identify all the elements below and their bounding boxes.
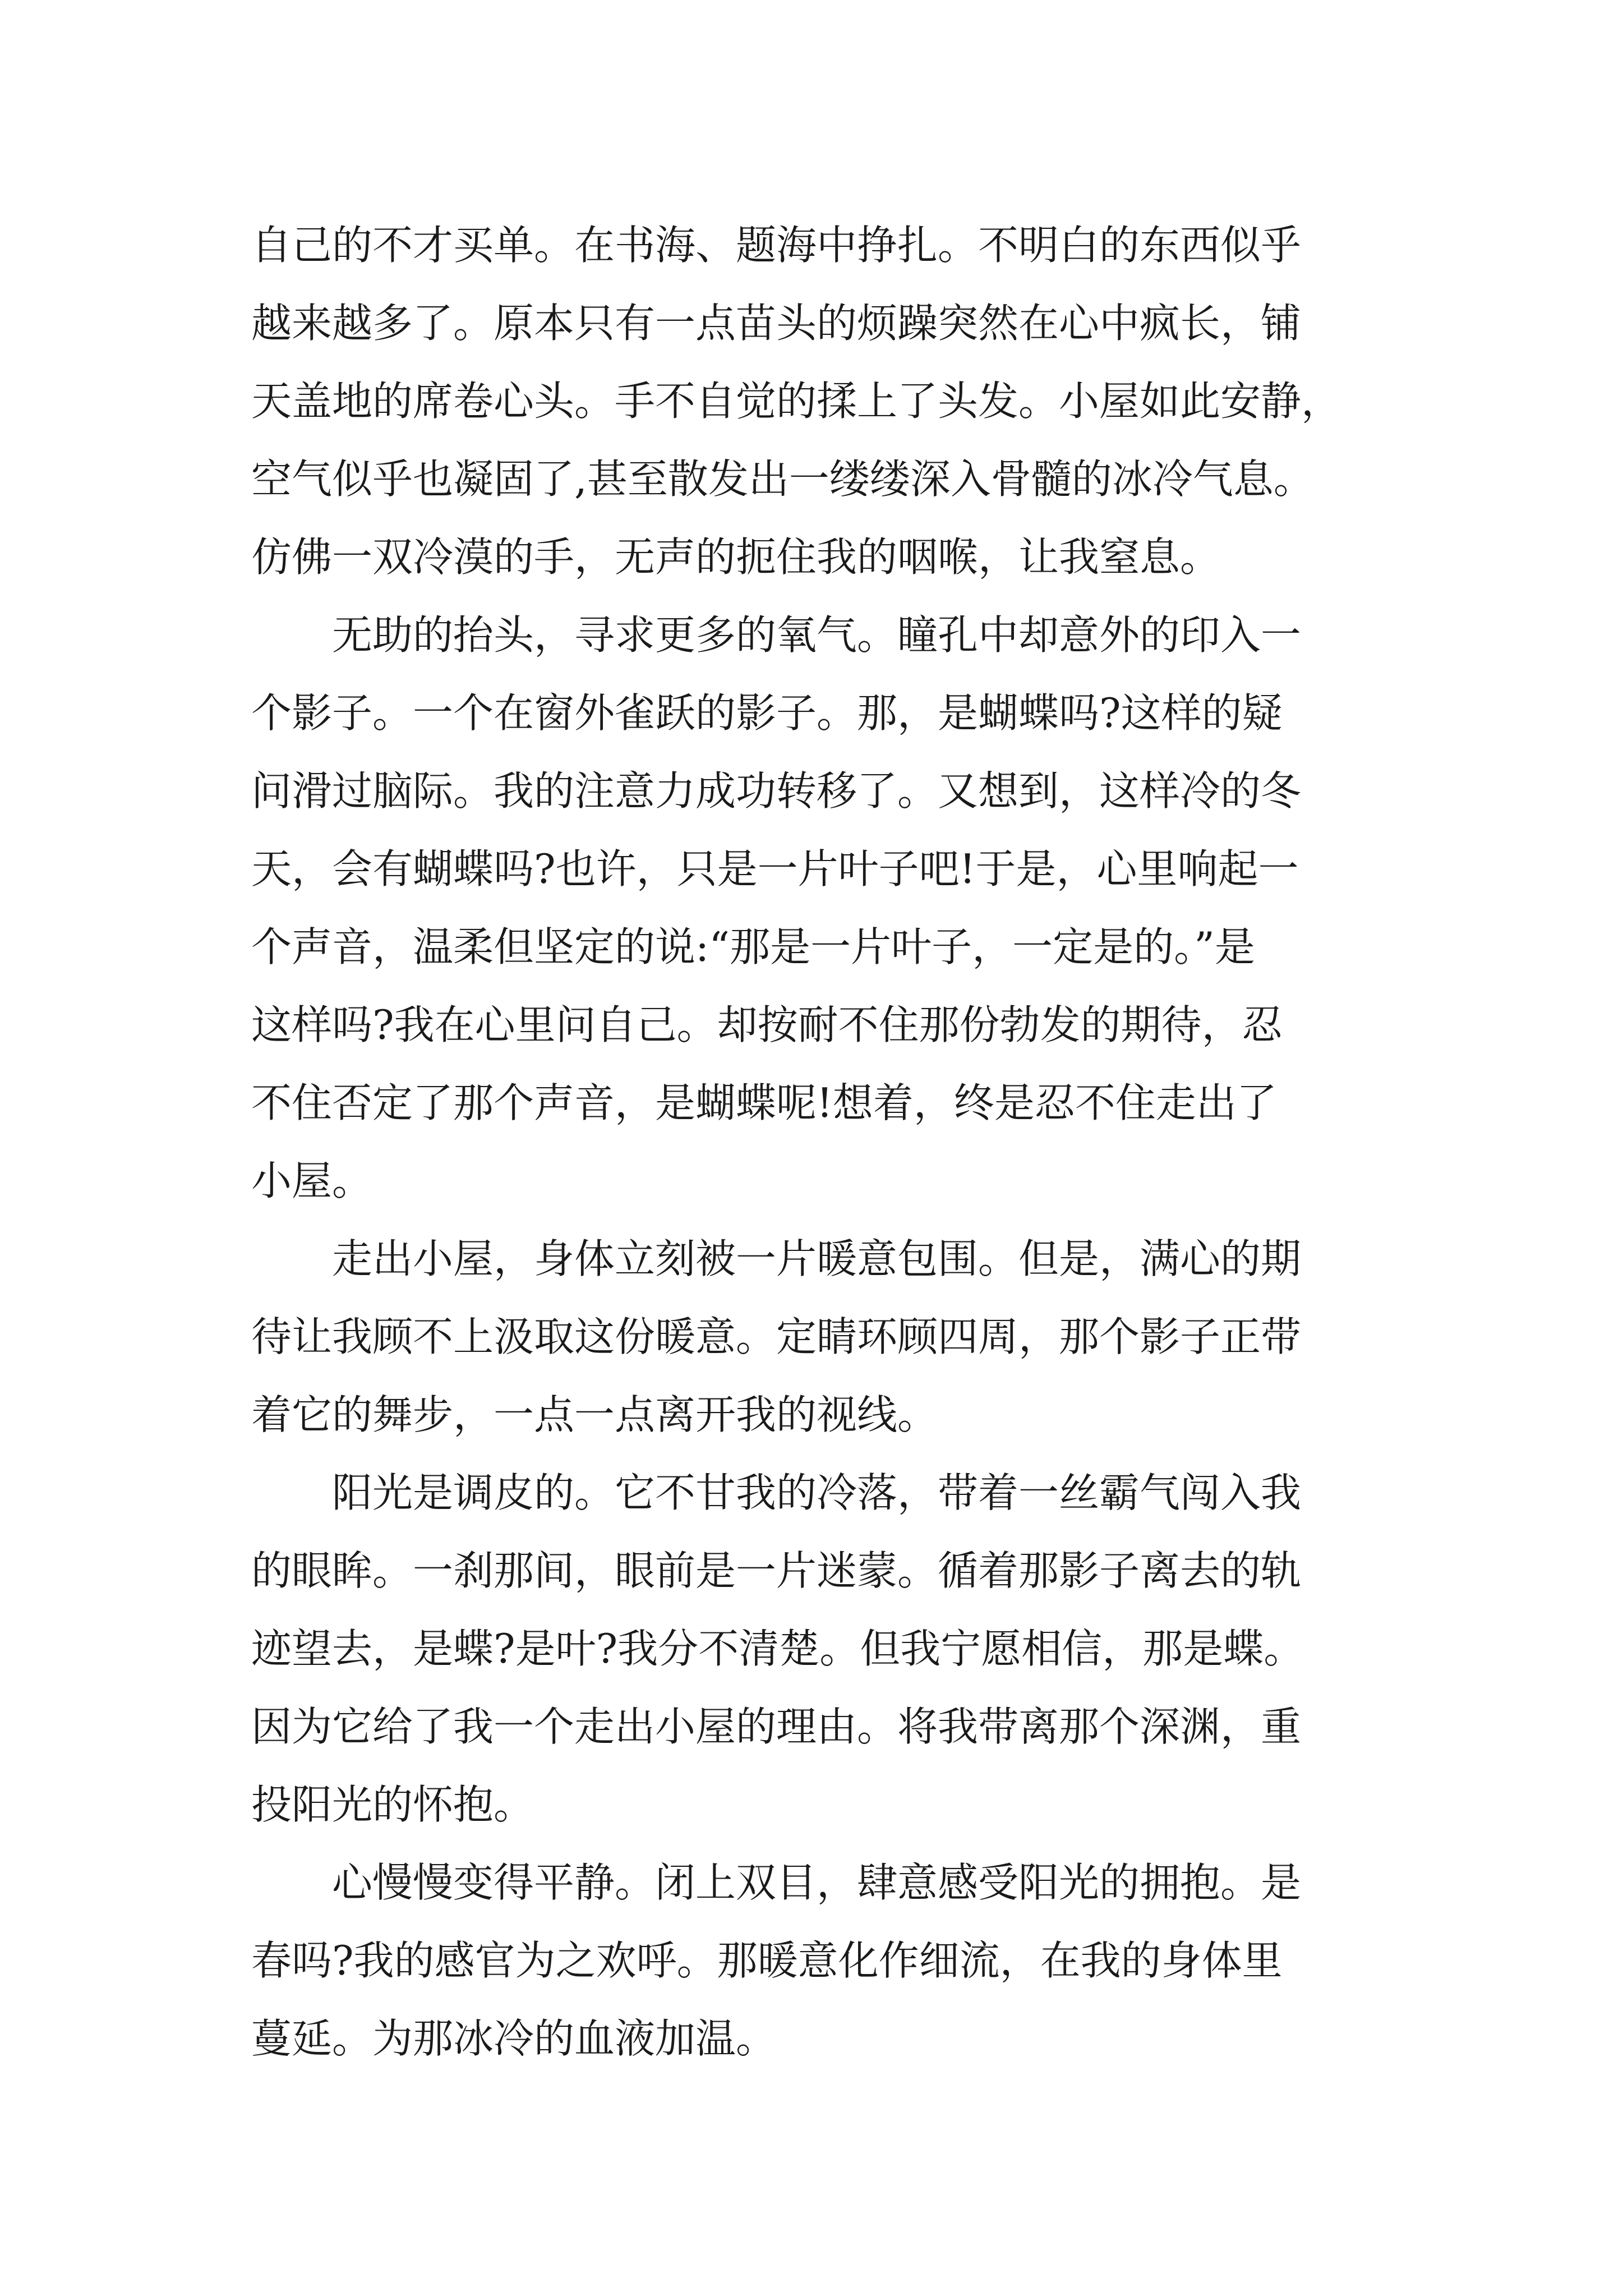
text-line: 个声音，温柔但坚定的说:“那是一片叶子，一定是的。”是 [251, 923, 1255, 970]
text-line: 自己的不才买单。在书海、题海中挣扎。不明白的东西似乎 [251, 222, 1302, 269]
text-line: 空气似乎也凝固了,甚至散发出一缕缕深入骨髓的冰冷气息。 [251, 455, 1314, 503]
text-line: 着它的舞步，一点一点离开我的视线。 [251, 1391, 938, 1438]
text-line: 的眼眸。一刹那间，眼前是一片迷蒙。循着那影子离去的轨 [251, 1547, 1302, 1594]
paragraph-first-line: 阳光是调皮的。它不甘我的冷落，带着一丝霸气闯入我 [332, 1469, 1302, 1516]
text-line: 问滑过脑际。我的注意力成功转移了。又想到，这样冷的冬 [251, 767, 1302, 815]
text-line: 天，会有蝴蝶吗?也许，只是一片叶子吧!于是，心里响起一 [251, 845, 1299, 892]
paragraph-first-line: 无助的抬头，寻求更多的氧气。瞳孔中却意外的印入一 [332, 611, 1302, 659]
text-line: 天盖地的席卷心头。手不自觉的揉上了头发。小屋如此安静， [251, 378, 1342, 425]
text-line: 春吗?我的感官为之欢呼。那暖意化作细流，在我的身体里 [251, 1937, 1283, 1984]
paragraph-first-line: 心慢慢变得平静。闭上双目，肆意感受阳光的拥抱。是 [332, 1859, 1302, 1906]
text-line: 小屋。 [251, 1157, 373, 1204]
essay-body [251, 206, 1395, 2078]
text-line: 不住否定了那个声音，是蝴蝶呢!想着，终是忍不住走出了 [251, 1079, 1277, 1126]
text-line: 投阳光的怀抱。 [251, 1781, 534, 1828]
text-line: 蔓延。为那冰冷的血液加温。 [251, 2015, 777, 2062]
text-line: 越来越多了。原本只有一点苗头的烦躁突然在心中疯长，铺 [251, 300, 1302, 347]
text-line: 这样吗?我在心里问自己。却按耐不住那份勃发的期待，忍 [251, 1001, 1283, 1048]
text-line: 因为它给了我一个走出小屋的理由。将我带离那个深渊，重 [251, 1703, 1302, 1750]
text-line: 个影子。一个在窗外雀跃的影子。那，是蝴蝶吗?这样的疑 [251, 689, 1283, 737]
text-line: 迹望去，是蝶?是叶?我分不清楚。但我宁愿相信，那是蝶。 [251, 1625, 1304, 1672]
text-line: 待让我顾不上汲取这份暖意。定睛环顾四周，那个影子正带 [251, 1313, 1302, 1360]
text-line: 仿佛一双冷漠的手，无声的扼住我的咽喉，让我窒息。 [251, 533, 1221, 581]
paragraph-first-line: 走出小屋，身体立刻被一片暖意包围。但是，满心的期 [332, 1235, 1302, 1282]
